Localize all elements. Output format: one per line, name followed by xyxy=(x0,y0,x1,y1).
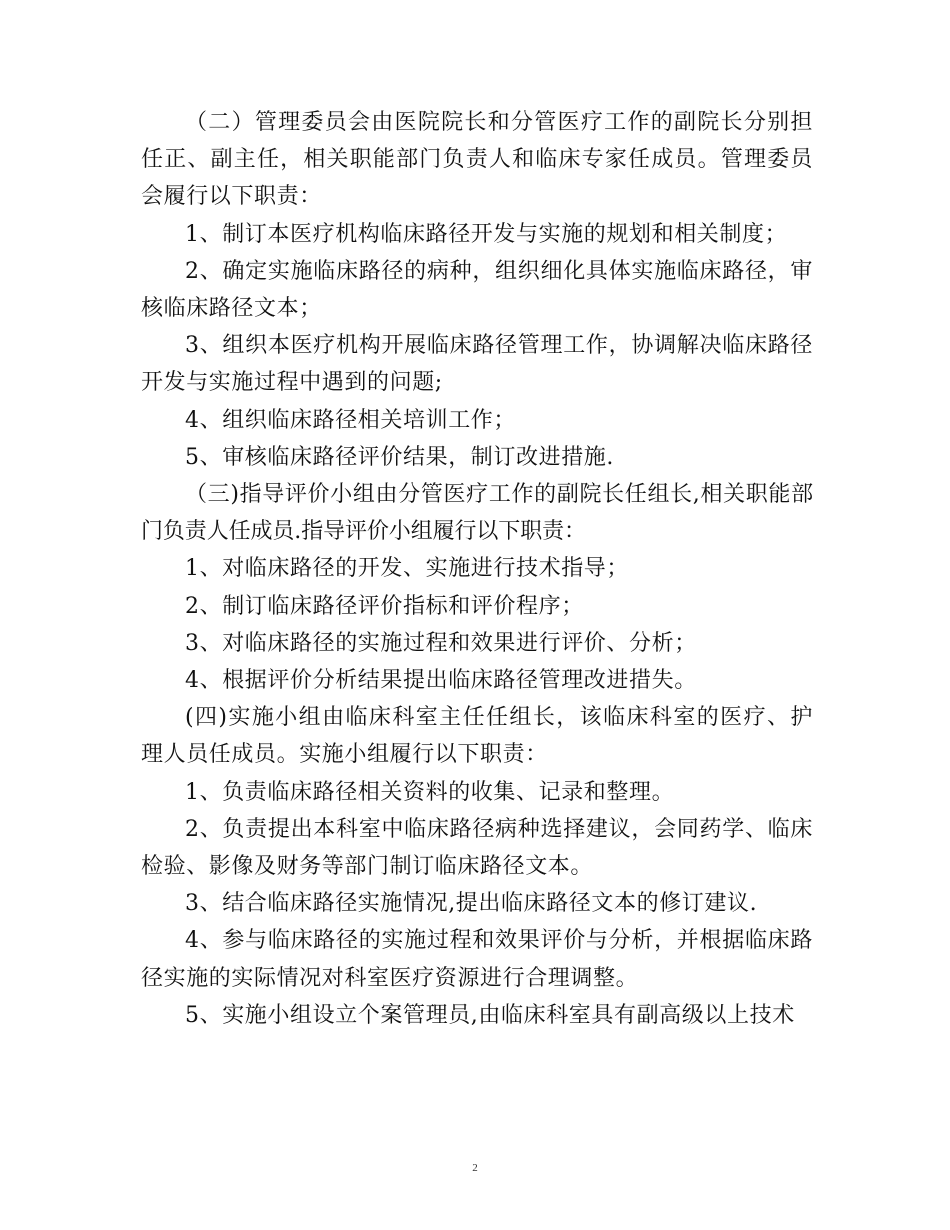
list-item: 2、负责提出本科室中临床路径病种选择建议，会同药学、临床检验、影像及财务等部门制订临床路径文本。 xyxy=(141,816,813,880)
list-item: 1、负责临床路径相关资料的收集、记录和整理。 xyxy=(185,779,675,805)
list-item: 3、对临床路径的实施过程和效果进行评价、分析； xyxy=(185,630,697,656)
list-item: 2、确定实施临床路径的病种，组织细化具体实施临床路径，审核临床路径文本； xyxy=(141,258,813,322)
list-item: 4、根据评价分析结果提出临床路径管理改进措失。 xyxy=(185,668,697,694)
list-item: 4、组织临床路径相关培训工作； xyxy=(185,407,516,433)
list-item: 4、参与临床路径的实施过程和效果评价与分析，并根据临床路径实施的实际情况对科室医疗资源进行合理调整。 xyxy=(141,928,813,991)
body-text xyxy=(141,104,813,1034)
list-item: 2、制订临床路径评价指标和评价程序； xyxy=(185,593,584,619)
paragraph-management-committee: （二）管理委员会由医院院长和分管医疗工作的副院长分别担任正、副主任，相关职能部门负责人和临床专家任成员。管理委员会履行以下职责： xyxy=(141,110,813,210)
page-number: 2 xyxy=(472,1162,478,1174)
paragraph-evaluation-group: （三)指导评价小组由分管医疗工作的副院长任组长,相关职能部门负责人任成员.指导评价小组履行以下职责： xyxy=(141,482,813,545)
list-item: 5、审核临床路径评价结果，制订改进措施. xyxy=(185,444,614,470)
list-item: 1、制订本医疗机构临床路径开发与实施的规划和相关制度； xyxy=(185,221,788,247)
list-item: 3、结合临床路径实施情况,提出临床路径文本的修订建议. xyxy=(185,891,758,917)
list-item: 1、对临床路径的开发、实施进行技术指导； xyxy=(185,556,629,582)
paragraph-implementation-group: (四)实施小组由临床科室主任任组长，该临床科室的医疗、护理人员任成员。实施小组履行以下职责： xyxy=(141,705,813,768)
list-item: 5、实施小组设立个案管理员,由临床科室具有副高级以上技术 xyxy=(185,1002,795,1028)
list-item: 3、组织本医疗机构开展临床路径管理工作，协调解决临床路径开发与实施过程中遇到的问题; xyxy=(141,333,813,396)
